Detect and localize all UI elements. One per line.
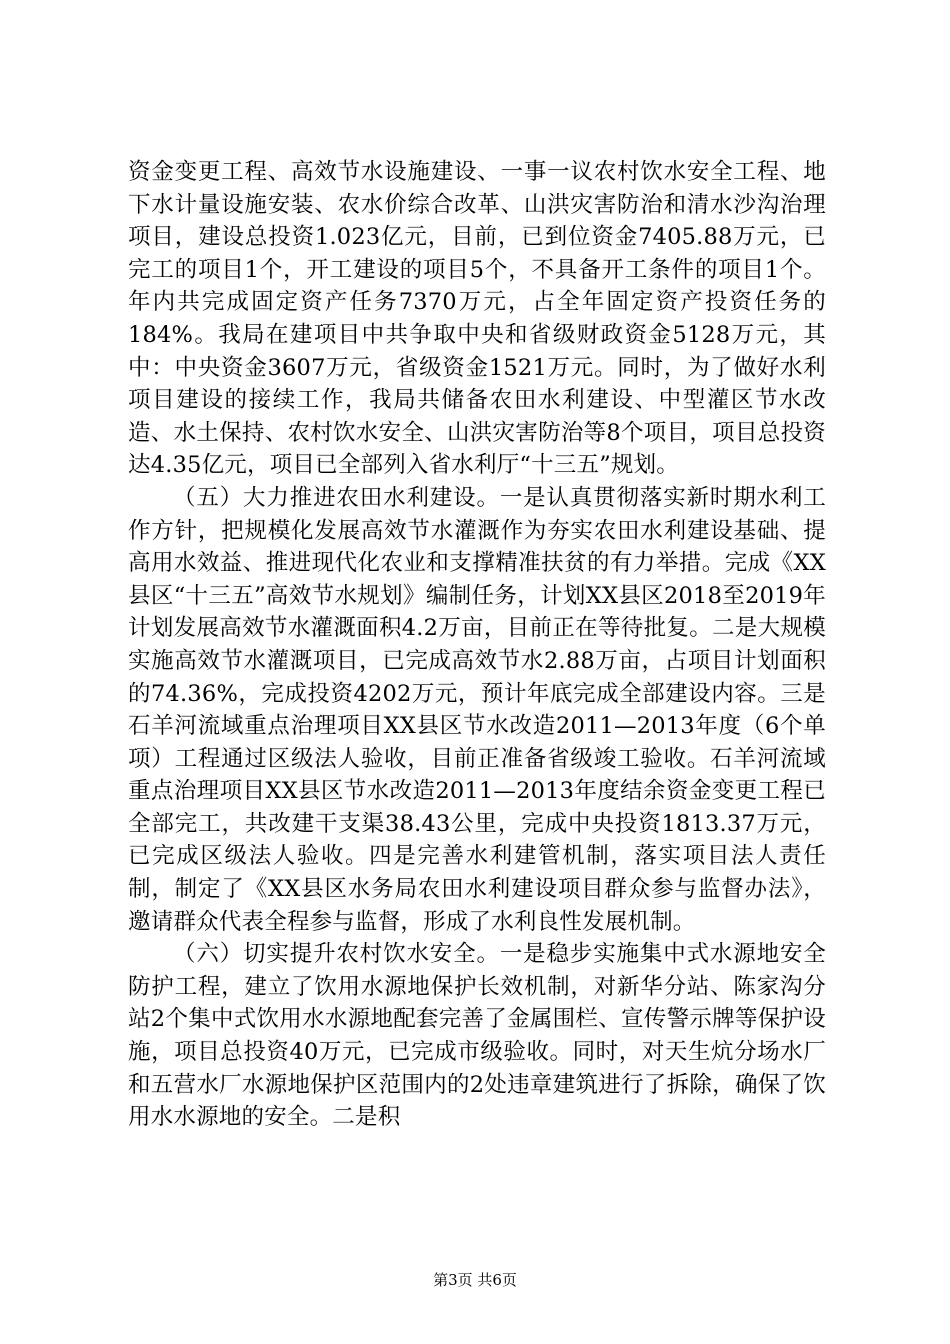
paragraph-continuation: 资金变更工程、高效节水设施建设、一事一议农村饮水安全工程、地下水计量设施安装、农水价综合改革、山洪灾害防治和清水沙沟治理项目，建设总投资1.023亿元，目前，已到位资金7405.88万元，已完工的项目1个，开工建设的项目5个，不具备开工条件的项目1个。年内共完成固定资产任务7370万元，占全年固定资产投资任务的184%。我局在建项目中共争取中央和省级财政资金5128万元，其中：中央资金3607万元，省级资金1521万元。同时，为了做好水利项目建设的接续工作，我局共储备农田水利建设、中型灌区节水改造、水土保持、农村饮水安全、山洪灾害防治等8个项目，项目总投资达4.35亿元，项目已全部列入省水利厅“十三五”规划。 xyxy=(128,159,826,479)
paragraph-section-five: （五）大力推进农田水利建设。一是认真贯彻落实新时期水利工作方针，把规模化发展高效节水灌溉作为夯实农田水利建设基础、提高用水效益、推进现代化农业和支撑精准扶贫的有力举措。完成《XX县区“十三五”高效节水规划》编制任务，计划XX县区2018至2019年计划发展高效节水灌溉面积4.2万亩，目前正在等待批复。二是大规模实施高效节水灌溉项目，已完成高效节水2.88万亩，占项目计划面积的74.36%，完成投资4202万元，预计年底完成全部建设内容。三是石羊河流域重点治理项目XX县区节水改造2011—2013年度（6个单项）工程通过区级法人验收，目前正准备省级竣工验收。石羊河流域重点治理项目XX县区节水改造2011—2013年度结余资金变更工程已全部完工，共改建干支渠38.43公里，完成中央投资1813.37万元，已完成区级法人验收。四是完善水利建管机制，落实项目法人责任制，制定了《XX县区水务局农田水利建设项目群众参与监督办法》，邀请群众代表全程参与监督，形成了水利良性发展机制。 xyxy=(128,484,826,935)
document-body xyxy=(128,156,826,1134)
paragraph-section-six: （六）切实提升农村饮水安全。一是稳步实施集中式水源地安全防护工程，建立了饮用水源地保护长效机制，对新华分站、陈家沟分站2个集中式饮用水水源地配套完善了金属围栏、宣传警示牌等保护设施，项目总投资40万元，已完成市级验收。同时，对天生炕分场水厂和五营水厂水源地保护区范围内的2处违章建筑进行了拆除，确保了饮用水水源地的安全。二是积 xyxy=(128,941,826,1131)
page-footer: 第3页 共6页 xyxy=(433,1271,517,1289)
